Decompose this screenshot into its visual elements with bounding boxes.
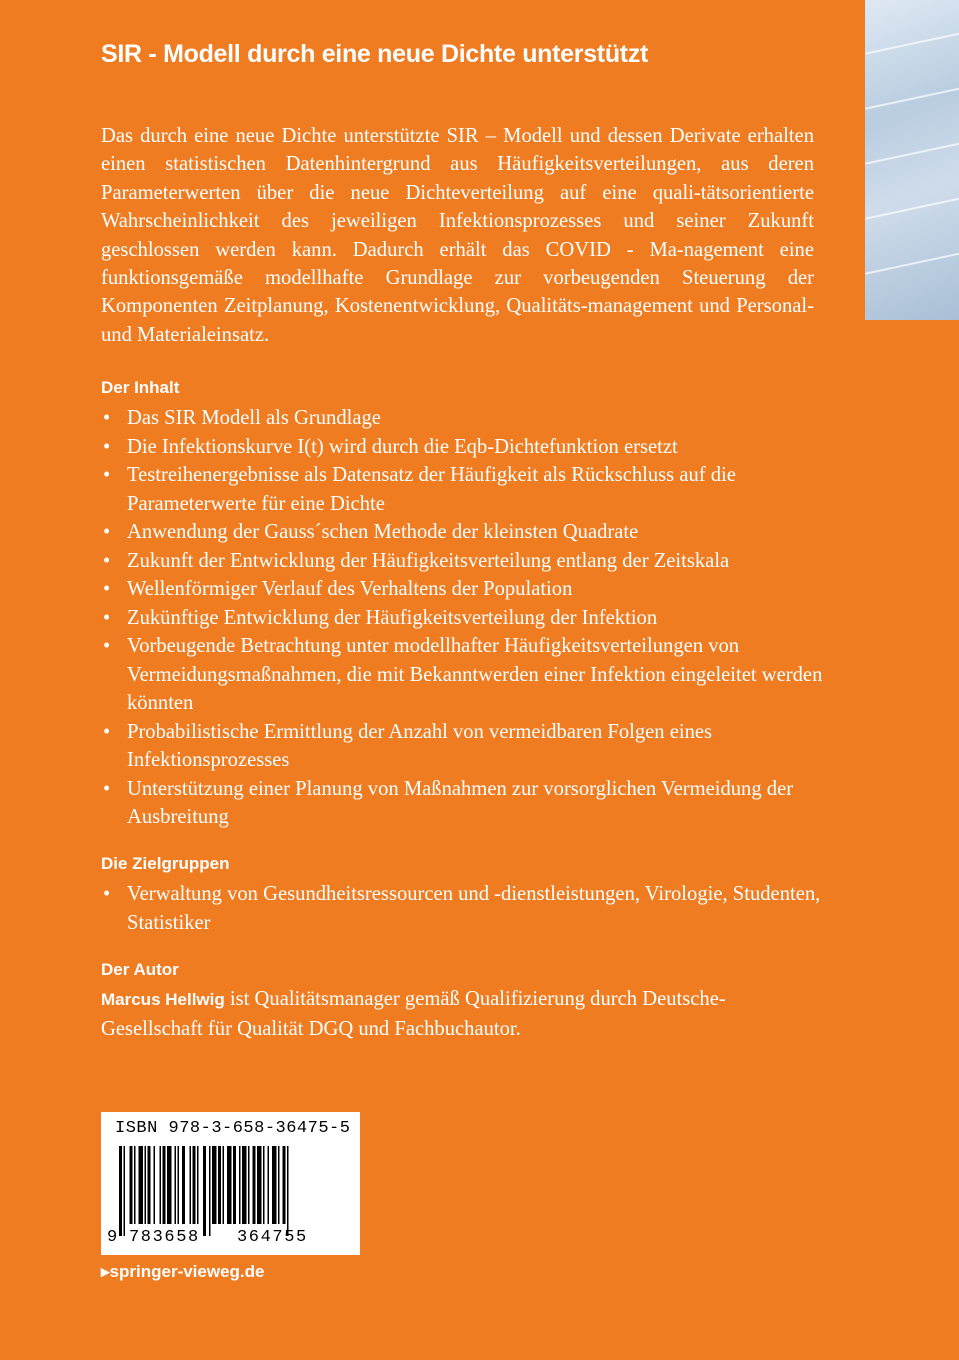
barcode-bar bbox=[218, 1146, 221, 1224]
book-title: SIR - Modell durch eine neue Dichte unterstützt bbox=[101, 40, 649, 68]
barcode-bar bbox=[119, 1146, 122, 1236]
barcode-digits-left: 783658 bbox=[129, 1228, 200, 1247]
isbn-label: ISBN 978-3-658-36475-5 bbox=[115, 1119, 351, 1138]
barcode-bar bbox=[233, 1146, 236, 1224]
barcode-bar bbox=[278, 1146, 280, 1224]
barcode-bar bbox=[160, 1146, 162, 1224]
list-item: • Das SIR Modell als Grundlage bbox=[103, 407, 381, 429]
barcode-bar bbox=[227, 1146, 232, 1224]
author-bio bbox=[101, 985, 814, 1043]
publisher-website-text: springer-vieweg.de bbox=[109, 1262, 265, 1281]
isbn-barcode bbox=[101, 1112, 360, 1255]
barcode-bar bbox=[130, 1146, 133, 1224]
barcode-bar bbox=[178, 1146, 180, 1224]
barcode-bar bbox=[212, 1146, 217, 1224]
barcode-bar bbox=[209, 1146, 211, 1236]
barcode-bar bbox=[193, 1146, 196, 1224]
intro-paragraph: Das durch eine neue Dichte unterstützte SIR – Modell und dessen Derivate erhalten einen statistischen Datenhintergrund aus Häufigkeitsverteilungen, aus deren Parameterwerten über die neue Dichteverteilung auf eine quali-tätsorientierte Wahrscheinlichkeit des jeweiligen Infektionsprozesses und seiner Zukunft geschlossen werden kann. Dadurch erhält das COVID - Ma-nagement eine funktionsgemäße modellhafte Grundlage zur vorbeugenden Steuerung der Komponenten Zeitplanung, Kostenentwicklung, Qualitäts-management und Personal- und Materialeinsatz. bbox=[101, 125, 814, 346]
barcode-bar bbox=[145, 1146, 147, 1224]
barcode-bar bbox=[197, 1146, 199, 1224]
barcode-bar bbox=[124, 1146, 126, 1236]
barcode-bar bbox=[203, 1146, 206, 1236]
list-item: • Zukünftige Entwicklung der Häufigkeitsverteilung der Infektion bbox=[103, 606, 658, 629]
cover-photo-strip bbox=[865, 0, 959, 320]
barcode-bar bbox=[239, 1146, 241, 1224]
publisher-website[interactable]: ▸springer-vieweg.de bbox=[101, 1262, 265, 1281]
barcode-bar bbox=[134, 1146, 136, 1224]
author-name: Marcus Hellwig bbox=[101, 990, 225, 1009]
barcode-bar bbox=[283, 1146, 286, 1224]
barcode-bar bbox=[248, 1146, 250, 1224]
contents-list bbox=[101, 404, 831, 832]
list-item: • Verwaltung von Gesundheitsressourcen und -dienstleistungen, Virologie, Studenten, Statistiker bbox=[103, 883, 821, 934]
barcode-bar bbox=[175, 1146, 177, 1224]
barcode-bar bbox=[242, 1146, 247, 1224]
barcode-bar bbox=[287, 1146, 289, 1236]
barcode-bar bbox=[223, 1146, 225, 1224]
barcode-bar bbox=[253, 1146, 256, 1224]
audience-heading: Die Zielgruppen bbox=[101, 854, 230, 873]
author-bio-text: ist Qualitätsmanager gemäß Qualifizierung durch Deutsche-Gesellschaft für Qualität DGQ und Fachbuchautor. bbox=[101, 988, 726, 1040]
barcode-bar bbox=[182, 1146, 185, 1224]
barcode-bar bbox=[154, 1146, 156, 1224]
list-item: • Testreihenergebnisse als Datensatz der Häufigkeit als Rückschluss auf die Parameterwerte für eine Dichte bbox=[103, 464, 736, 515]
list-item: • Die Infektionskurve I(t) wird durch die Eqb-Dichtefunktion ersetzt bbox=[103, 435, 678, 458]
contents-heading: Der Inhalt bbox=[101, 378, 180, 397]
list-item: • Wellenförmiger Verlauf des Verhaltens der Population bbox=[103, 578, 573, 600]
barcode-bar bbox=[257, 1146, 262, 1224]
list-item: • Probabilistische Ermittlung der Anzahl von vermeidbaren Folgen eines Infektionsprozesses bbox=[103, 720, 713, 771]
barcode-bar bbox=[190, 1146, 192, 1224]
barcode-bar bbox=[139, 1146, 144, 1224]
list-item: • Vorbeugende Betrachtung unter modellhafter Häufigkeitsverteilungen von Vermeidungsmaßnahmen, die mit Bekanntwerden einer Infektion eingeleitet werden könnten bbox=[103, 635, 823, 714]
barcode-bar bbox=[268, 1146, 270, 1224]
barcode-bar bbox=[167, 1146, 172, 1224]
barcode-bars bbox=[119, 1146, 341, 1236]
barcode-digit-first: 9 bbox=[107, 1228, 119, 1247]
list-item: • Unterstützung einer Planung von Maßnahmen zur vorsorglichen Vermeidung der Ausbreitung bbox=[103, 777, 794, 828]
audience-list bbox=[101, 880, 831, 937]
barcode-bar bbox=[148, 1146, 151, 1224]
barcode-bar bbox=[163, 1146, 166, 1224]
list-item: • Zukunft der Entwicklung der Häufigkeitsverteilung entlang der Zeitskala bbox=[103, 549, 730, 572]
author-heading: Der Autor bbox=[101, 960, 179, 979]
barcode-bar bbox=[263, 1146, 265, 1224]
list-item: • Anwendung der Gauss´schen Methode der kleinsten Quadrate bbox=[103, 521, 639, 543]
barcode-digits-right: 364755 bbox=[237, 1228, 308, 1247]
barcode-bar bbox=[272, 1146, 277, 1224]
